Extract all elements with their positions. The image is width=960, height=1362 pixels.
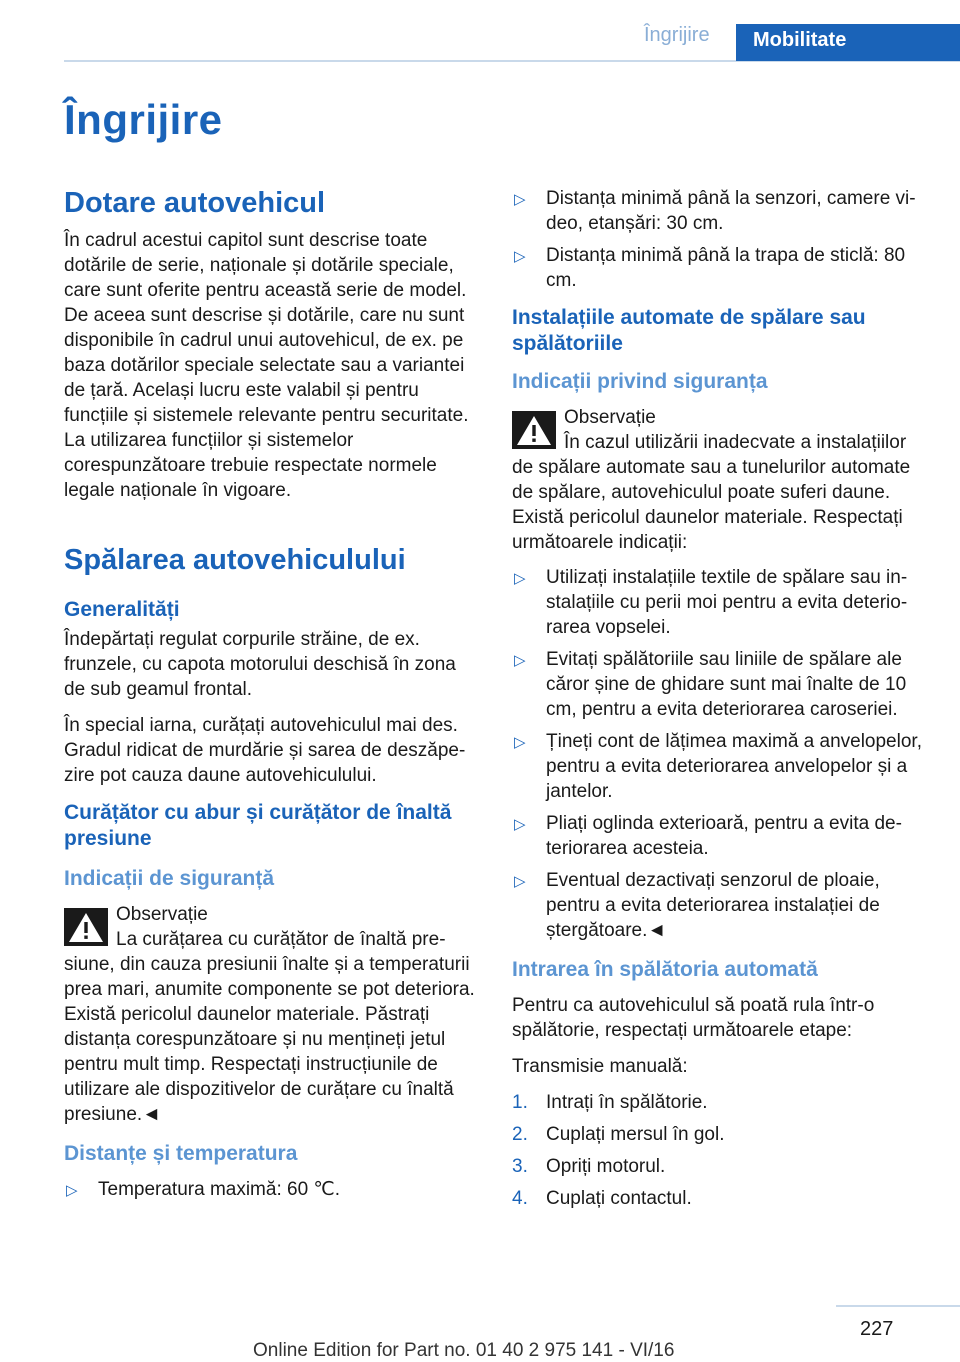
heading-vehicle-washing: Spălarea autovehiculului: [64, 544, 406, 576]
header-chapter-tab[interactable]: Mobilitate: [736, 24, 960, 61]
list-item-text: Opriți motorul.: [546, 1156, 666, 1177]
paragraph-general-2: În special iarna, curățați autovehiculul mai des. Gradul ridicat de murdărie și sarea de deszăpezire pot cauza daune autovehiculului.: [64, 715, 466, 786]
list-item: [512, 811, 926, 861]
list-item-text: Cuplați contactul.: [546, 1188, 692, 1209]
warning-text: La curățarea cu curățător de înaltă presiune, din cauza presiunii înalte și a temperaturii prea mari, anumite componente se pot deteriora. Există pericolul daunelor materiale. Păstrați distanța corespunzătoare și nu mențineți jetul pentru mult timp. Respectați instrucțiunile de utilizare ale dispozitivelor de curățare cu înaltă presiune.◄: [64, 929, 475, 1125]
list-item: [512, 565, 926, 640]
bullet-triangle-icon: ▷: [514, 652, 526, 669]
paragraph-equipment: În cadrul acestui capitol sunt descrise toate dotările de serie, naționale și dotările speciale, care sunt oferite pentru această serie de model. De aceea sunt descrise și dotările, care nu sunt disponibile în cadrul unui autovehicul, de ex. pe baza dotărilor speciale selectate sau a variantei de țară. Același lucru este valabil și pentru funcțiile și sistemele relevante pentru securitate. La utilizarea funcțiilor și sistemelor corespunzătoare trebuie respectate normele legale naționale în vigoare.: [64, 230, 469, 501]
list-item-text: Utilizați instalațiile textile de spălare sau instalațiile cu perii moi pentru a evita deteriorarea vopselei.: [546, 567, 908, 638]
bullet-triangle-icon: ▷: [514, 734, 526, 751]
paragraph-general-1: Îndepărtați regulat corpurile străine, de ex. frunzele, cu capota motorului deschisă în zona de sub geamul frontal.: [64, 629, 456, 700]
right-column: [512, 186, 926, 1223]
heading-entering-car-wash: Intrarea în spălătoria automată: [512, 958, 818, 981]
footer-edition: Online Edition for Part no. 01 40 2 975 141 - VI/16: [253, 1340, 675, 1361]
paragraph-manual-transmission: Transmisie manuală:: [512, 1056, 688, 1077]
warning-triangle-icon: [512, 411, 556, 449]
steps-list: [512, 1090, 926, 1211]
bullet-triangle-icon: ▷: [66, 1182, 78, 1199]
heading-steam-cleaner: Curățător cu abur și curățător de înaltă presiune: [64, 801, 452, 850]
heading-car-wash: Instalațiile automate de spălare sau spălătoriile: [512, 306, 866, 355]
warning-triangle-icon: [64, 908, 108, 946]
list-item: [512, 647, 926, 722]
list-item: [512, 1186, 926, 1211]
list-item: [512, 729, 926, 804]
heading-distances: Distanțe și temperatura: [64, 1142, 298, 1165]
heading-safety-information: Indicații privind siguranța: [512, 370, 768, 393]
step-number: 1.: [512, 1092, 528, 1113]
bullet-triangle-icon: ▷: [514, 873, 526, 890]
list-item-text: Distanța minimă până la trapa de sticlă: 80 cm.: [546, 245, 906, 291]
heading-safety-notes: Indicații de siguranță: [64, 867, 275, 890]
warning-block: [64, 902, 478, 1127]
list-item-text: Țineți cont de lățimea maximă a anvelopelor, pentru a evita deteriorarea anvelopelor și a jantelor.: [546, 731, 922, 802]
list-item: [64, 1177, 478, 1202]
warning-title: Observație: [564, 407, 656, 428]
list-item: [512, 1154, 926, 1179]
warning-block: [512, 405, 926, 555]
bullet-triangle-icon: ▷: [514, 570, 526, 587]
paragraph-entering: Pentru ca autovehiculul să poată rula într-o spălătorie, respectați următoarele etape:: [512, 995, 875, 1041]
list-item-text: Temperatura maximă: 60 ℃.: [98, 1179, 341, 1200]
list-item-text: Cuplați mersul în gol.: [546, 1124, 725, 1145]
distances-list-left: [64, 1177, 478, 1202]
page-number-divider: [836, 1305, 960, 1307]
list-item: [512, 1090, 926, 1115]
header-section-tab[interactable]: Îngrijire: [644, 24, 710, 46]
heading-general: Generalități: [64, 598, 180, 621]
list-item: [512, 1122, 926, 1147]
list-item-text: Pliați oglinda exterioară, pentru a evita deteriorarea acesteia.: [546, 813, 902, 859]
list-item-text: Eventual dezactivați senzorul de ploaie, pentru a evita deteriorarea instalației de ștergătoare.◄: [546, 870, 880, 941]
heading-equipment: Dotare autovehicul: [64, 187, 326, 219]
list-item: [512, 186, 926, 236]
page-number: 227: [860, 1318, 894, 1340]
car-wash-list: [512, 565, 926, 943]
step-number: 3.: [512, 1156, 528, 1177]
left-column: [64, 186, 478, 1214]
list-item-text: Evitați spălătoriile sau liniile de spălare ale căror șine de ghidare sunt mai înalte de 10 cm, pentru a evita deteriorarea caroseriei.: [546, 649, 907, 720]
list-item: [512, 243, 926, 293]
bullet-triangle-icon: ▷: [514, 248, 526, 265]
distances-list-right: [512, 186, 926, 293]
list-item-text: Intrați în spălătorie.: [546, 1092, 708, 1113]
bullet-triangle-icon: ▷: [514, 191, 526, 208]
list-item-text: Distanța minimă până la senzori, camere video, etanșări: 30 cm.: [546, 188, 916, 234]
bullet-triangle-icon: ▷: [514, 816, 526, 833]
warning-title: Observație: [116, 904, 208, 925]
list-item: [512, 868, 926, 943]
step-number: 4.: [512, 1188, 528, 1209]
warning-text: În cazul utilizării inadecvate a instalațiilor de spălare automate sau a tunelurilor automate de spălare, autovehiculul poate suferi daune. Există pericolul daunelor materiale. Respectați următoarele indicații:: [512, 432, 911, 553]
page-title: Îngrijire: [64, 96, 223, 143]
step-number: 2.: [512, 1124, 528, 1145]
